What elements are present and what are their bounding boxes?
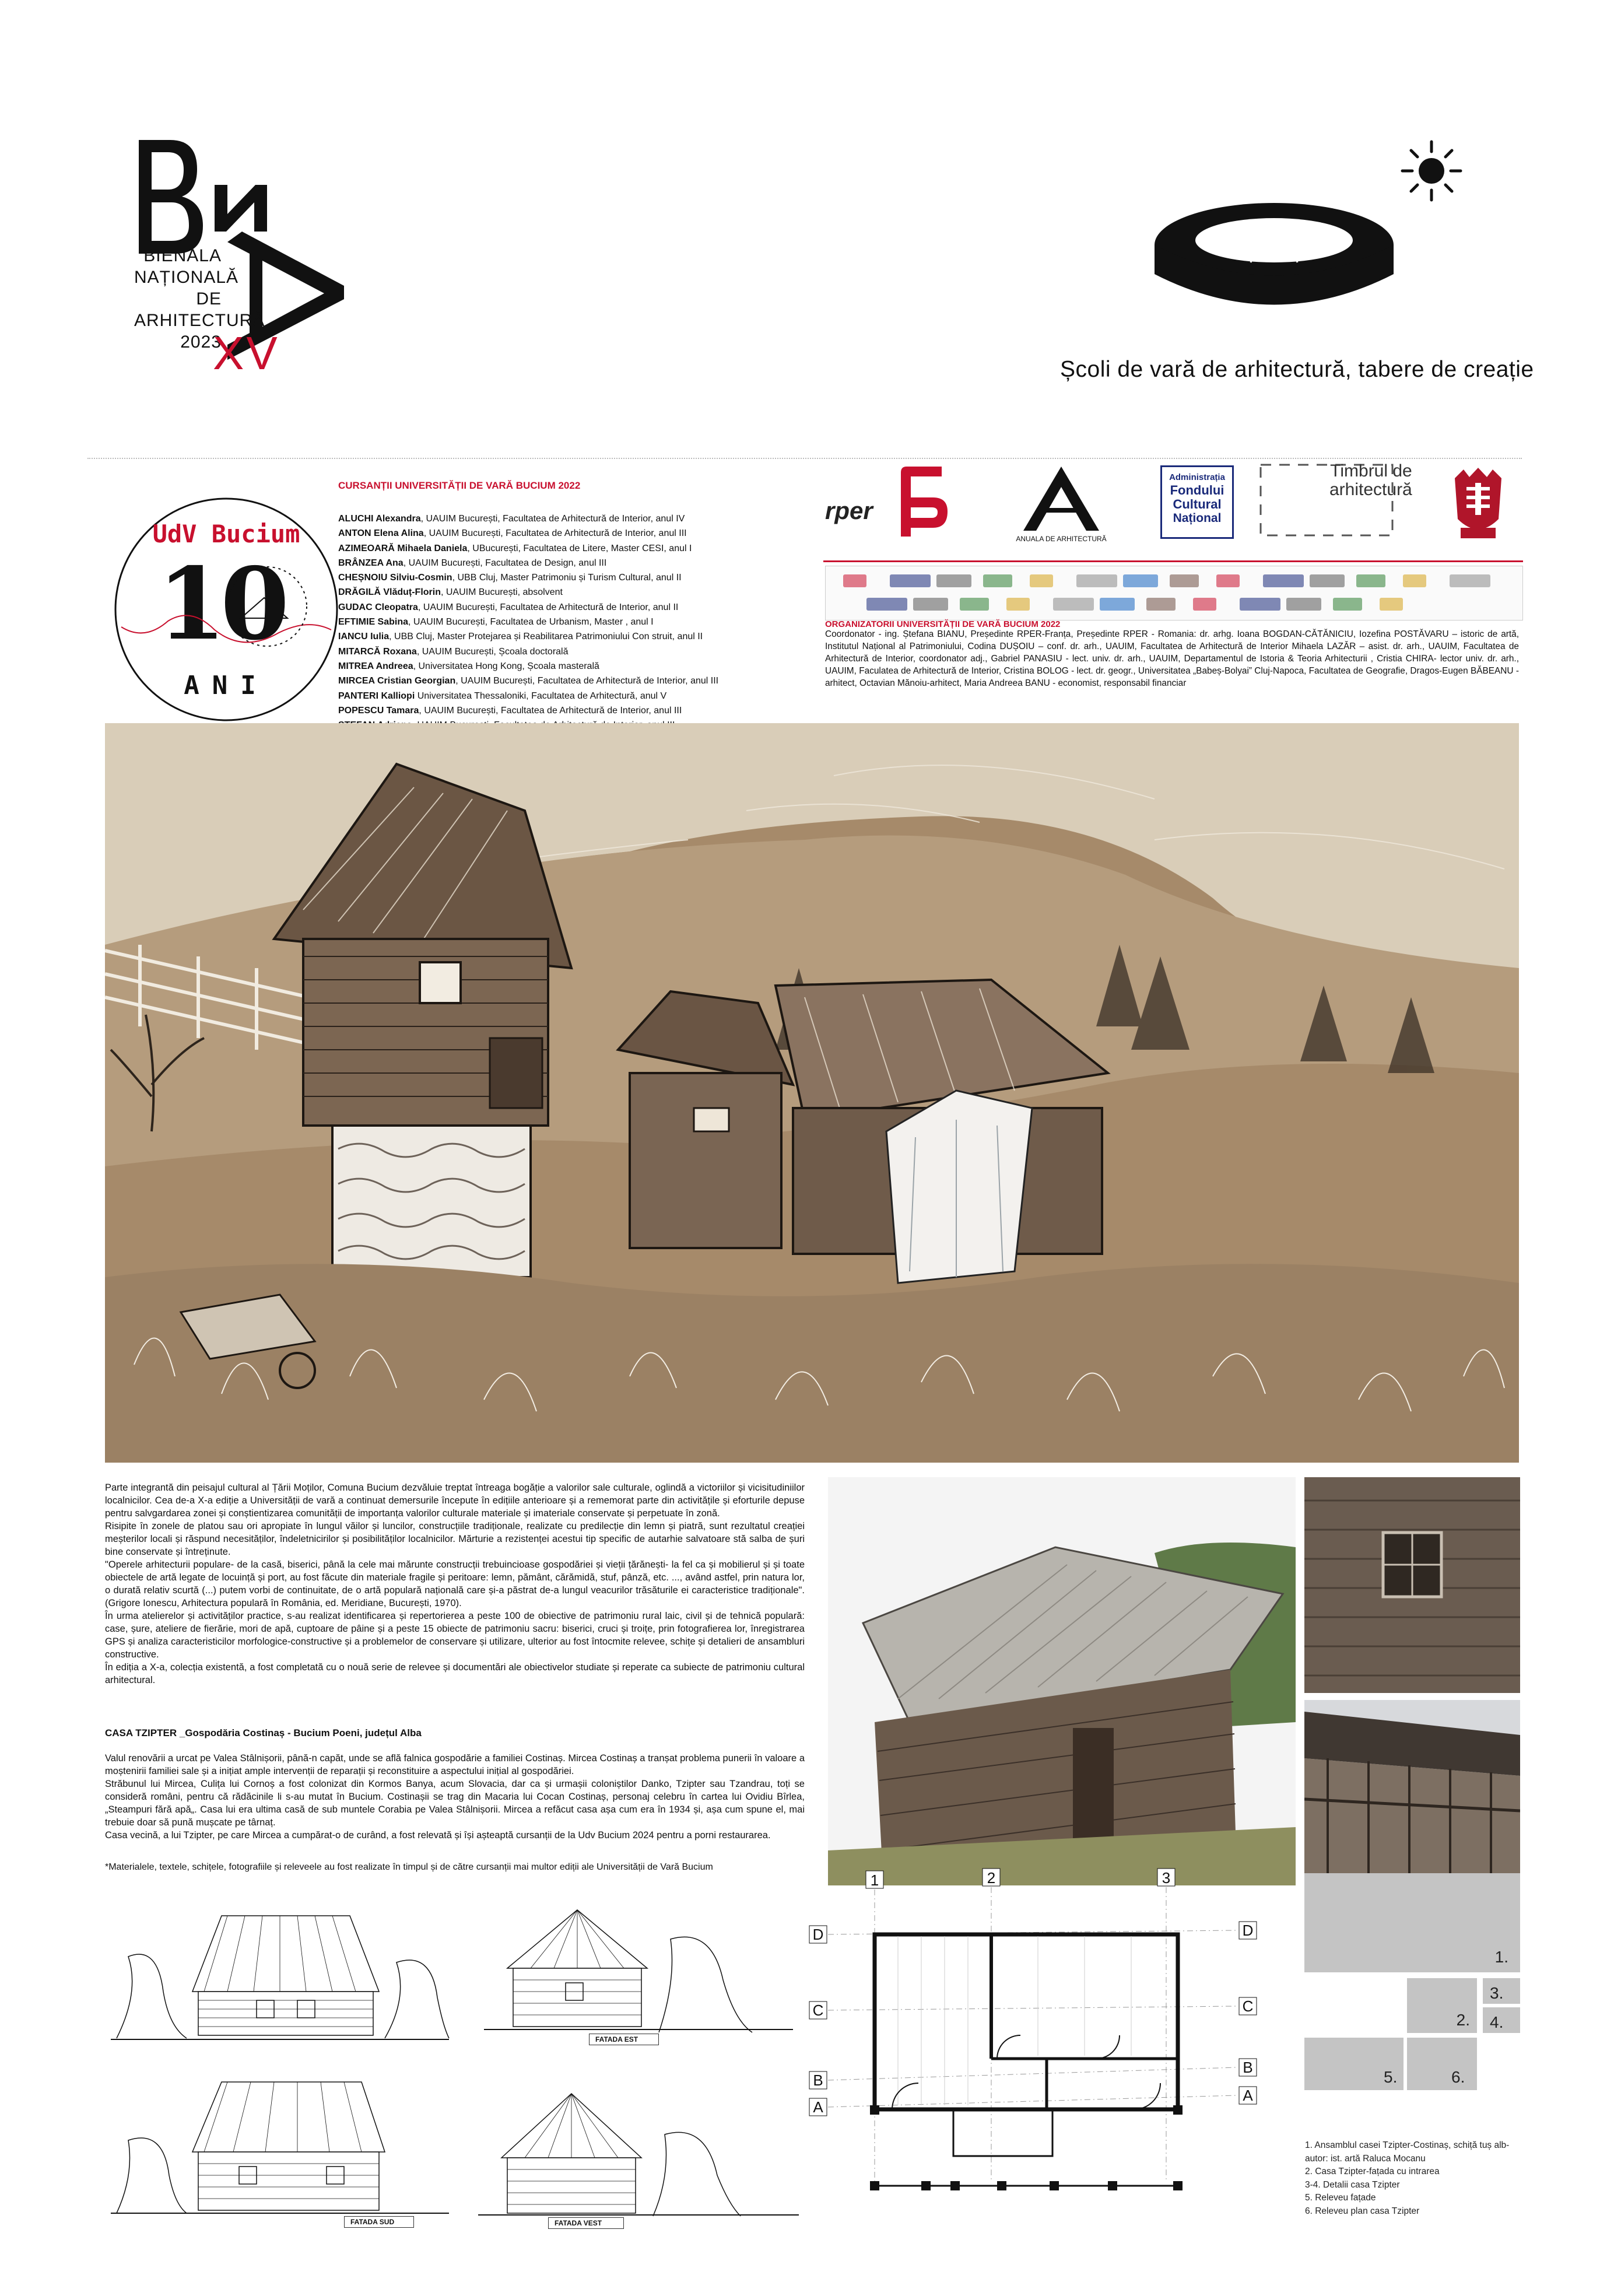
legend-box-3: 3. bbox=[1483, 1978, 1520, 2004]
udv-logo-title: UdV Bucium bbox=[152, 520, 300, 548]
partner-logo bbox=[890, 574, 931, 587]
intro-paragraph: În urma atelierelor și activităților practice, s-au realizat identificarea și repertorierea a peste 100 de obiective de patrimoniu rural laic, civil și de tehnică populară: case, șure, ateliere de fierărie, mori de apă, cuptoare de pâine și a peste 15 obiecte de patrimoniu sacru: biserici, cruci și troițe, prin fotografierea lor, înregistrarea GPS și analiza caracteristicilor morfologice-constructive și a problemelor de conservare și utilizare, ulterior au fost întocmite relevee, schițe și detalieri de ansambluri constructive. bbox=[105, 1611, 805, 1660]
intro-text bbox=[105, 1481, 805, 1687]
sun-icon bbox=[1399, 139, 1464, 203]
bna-caption-line: 2023 bbox=[180, 332, 222, 352]
partner-logo bbox=[983, 574, 1012, 587]
timbru-line: Timbrul de bbox=[1330, 461, 1412, 481]
bna-letter-b bbox=[139, 140, 203, 254]
legend-text bbox=[1305, 2139, 1538, 2218]
legend-item: 5. Releveu fațade bbox=[1305, 2193, 1376, 2203]
plan-axis-d-left: D bbox=[812, 1926, 824, 1943]
floor-plan-drawing bbox=[805, 1866, 1283, 2193]
casa-tzipter-text bbox=[105, 1752, 805, 1842]
partner-logo bbox=[1170, 574, 1199, 587]
partner-logo bbox=[936, 574, 971, 587]
partner-logo bbox=[1006, 598, 1030, 611]
timbru-line: arhitectură bbox=[1329, 480, 1412, 499]
plan-axis-2: 2 bbox=[987, 1869, 996, 1887]
photo-casa-tzipter-facade bbox=[828, 1477, 1296, 1885]
plan-axis-c-right: C bbox=[1242, 1997, 1254, 2015]
plan-axis-1: 1 bbox=[870, 1871, 879, 1889]
anuala-logo bbox=[1012, 464, 1111, 545]
bna-caption-line: ARHITECTURĂ bbox=[134, 311, 265, 330]
plan-axis-3: 3 bbox=[1162, 1869, 1171, 1887]
legend-box-4: 4. bbox=[1483, 2007, 1520, 2033]
student-row bbox=[338, 644, 746, 659]
partner-logo bbox=[1123, 574, 1158, 587]
plan-axis-b-right: B bbox=[1243, 2059, 1253, 2076]
intro-paragraph: Parte integrantă din peisajul cultural al Țării Moților, Comuna Bucium dezvăluie treptat întreaga bogăție a valorilor sale culturale, oglindă a victoriilor și vicisitudiniilor localnicilor. Cea de-a X-a ediție a Universității de vară a continuat demersurile începute în edițiile anterioare și a rememorat parte din activitățile și eforturile depuse pentru salvgardarea zonei și conștientizarea comunității de importanța valorilor culturale materiale și imateriale conservate și perpetuate în zonă. bbox=[105, 1482, 805, 1519]
student-info: , UAUIM București, Facultatea de Arhitectură de Interior, anul IV bbox=[420, 514, 685, 524]
casa-paragraph: Străbunul lui Mircea, Culița lui Cornoș a fost colonizat din Kormos Banya, acum Slovacia, dar ca și urmașii coloniștilor Danko, Tzipter sau Tzandrau, toți se consideră români, pentru că rădăcinile li s-au mutat în Bucium. Costinașii se trag din Macaria lui Cocan Costinaș, personaj celebru în cartea lui Ovidiu Bîrlea, „Steampuri fără apă„. Casa lui era ultima casă de sub muntele Corabia pe Valea Stâlnișorii. Mircea a refăcut casa așa cum era în 1934 și, așa cum spune el, mai trebuie doar să pună mușcate pe târnaț. bbox=[105, 1779, 805, 1828]
student-info: , Universitatea Hong Kong, Școala masterală bbox=[413, 661, 599, 671]
student-row bbox=[338, 615, 746, 629]
cursanti-list bbox=[338, 511, 746, 732]
crest-logo bbox=[1449, 467, 1507, 542]
partner-logo bbox=[866, 598, 907, 611]
student-info: , UAUIM București, absolvent bbox=[440, 587, 563, 598]
student-row bbox=[338, 703, 746, 718]
partner-logo bbox=[1193, 598, 1216, 611]
partner-logo bbox=[1146, 598, 1176, 611]
student-info: , UAUIM București, Facultatea de Arhitectură de Interior, anul III bbox=[455, 676, 719, 686]
elevation-est bbox=[466, 1875, 816, 2050]
student-row bbox=[338, 570, 746, 585]
casa-paragraph: Valul renovării a urcat pe Valea Stâlnișorii, până-n capăt, unde se află falnica gospodărie a familiei Costinaș. Mircea Costinaș a tranșat problema punerii în valoare a moștenirii familiei sale și a inițiat ample intervenții de reparații și reconstituire a aspectului inițial al gospodăriei. bbox=[105, 1753, 805, 1776]
student-info: , UAUIM București, Facultatea de Design, anul III bbox=[403, 558, 607, 568]
partner-logo bbox=[1310, 574, 1345, 587]
header-divider bbox=[87, 458, 1522, 459]
cursanti-title: CURSANȚII UNIVERSITĂȚII DE VARĂ BUCIUM 2022 bbox=[338, 480, 581, 491]
student-name: AZIMEOARĂ Mihaela Daniela bbox=[338, 543, 468, 553]
student-row bbox=[338, 526, 746, 541]
student-row bbox=[338, 556, 746, 570]
legend-box-6: 6. bbox=[1407, 2038, 1477, 2090]
organizatori-text: Coordonator - ing. Ștefana BIANU, Președinte RPER-Franța, Președinte RPER - Romania: dr. arhg. Ioana BOGDAN-CĂTĂNICIU, Iozefina POSTĂVARU – istoric de artă, Institutul Național al Patrimoniului, Codina DUȘOIU – conf. dr. arh., UAUIM, Facultatea de Arhitectură de Interior Mihaela LAZĂR – asist. dr. arh., UAUIM, Facultatea de Arhitectură de Interior, coordonator adj., Gabriel PANASIU - lect. univ. dr. arh., UAUIM, Departamentul de Istoria & Teoria Arhitecturii , Cristia CHIRA- lector univ. dr. arh., UAUIM, Faculatea de Arhitectură de Interior, Cristina BOLOG - lect. dr. geogr., Universitatea „Babeș-Bolyai” Cluj-Napoca, Facultatea de Geografie, Dragos-Eugen BĂBEANU - arhitect, Octavian Mănoiu-arhitect, Maria Andreea BANU - economist, responsabil financiar bbox=[825, 629, 1519, 688]
afcn-line: Cultural bbox=[1173, 497, 1222, 511]
ink-sketch-ansamblu bbox=[105, 723, 1519, 1463]
student-name: MITARCĂ Roxana bbox=[338, 646, 417, 657]
intro-paragraph: Risipite în zonele de platou sau ori apropiate în lungul văilor și luncilor, construcțiile tradiționale, realizate cu predilecție din lemn și piatră, sunt rezultatul creației meșterilor locali și răspund necesităților, îndeletnicirilor și posibilităților localnicilor. Mărturie a rezistenței acestui tip specific de autarhie salvatoare stă salba de șuri bine conservate și întreținute. bbox=[105, 1521, 805, 1557]
student-info: , UBB Cluj, Master Patrimoniu și Turism Cultural, anul II bbox=[452, 573, 682, 583]
partner-logo bbox=[1100, 598, 1135, 611]
afcn-line: Național bbox=[1173, 511, 1222, 525]
partner-logo bbox=[1333, 598, 1362, 611]
bna-caption-line: BIENALA bbox=[143, 246, 222, 265]
student-name: PANTERI Kalliopi bbox=[338, 690, 415, 701]
partner-logo bbox=[913, 598, 948, 611]
plan-axis-a-left: A bbox=[813, 2098, 823, 2116]
plan-axis-d-right: D bbox=[1242, 1922, 1254, 1939]
intro-paragraph: "Operele arhitecturii populare- de la casă, biserici, până la cele mai mărunte construcții trebuincioase gospodăriei și vieții țărănești- la fel ca și mobilierul și și toate obiectele de artă legate de locuință și port, au fost făcute din materiale fragile și peritoare: lemn, pământ, cărămidă, stuf, pânză, etc. ..., având astfel, prin natura lor, o durată relativ scurtă (...) putem vorbi de continuitate, de o artă populară națională care și-a păstrat de-a lungul veacurilor trăsăturile ei caracteristice tradiționale". (Grigore Ionescu, Arhitectura populară în România, ed. Meridiane, București, 1970). bbox=[105, 1559, 805, 1608]
anuala-caption: ANUALA DE ARHITECTURĂ bbox=[1016, 535, 1107, 543]
partner-logo bbox=[1030, 574, 1053, 587]
student-info: , UAUIM București, Școala doctorală bbox=[416, 646, 569, 657]
partner-logo bbox=[1450, 574, 1490, 587]
legend-box-2: 2. bbox=[1407, 1978, 1477, 2033]
fatada-sud-label: FATADA SUD bbox=[344, 2216, 414, 2228]
student-row bbox=[338, 585, 746, 600]
partner-logo bbox=[1216, 574, 1240, 587]
arena-icon bbox=[1152, 198, 1397, 332]
student-info: , UBB Cluj, Master Protejarea și Reabilitarea Patrimoniului Con struit, anul II bbox=[389, 632, 703, 642]
partner-logo bbox=[1240, 598, 1280, 611]
partners-logo-strip bbox=[825, 566, 1523, 621]
legend-box-1: 1. bbox=[1304, 1873, 1520, 1972]
intro-paragraph: În ediția a X-a, colecția existentă, a fost completată cu o nouă serie de relevee și documentări ale obiectivelor studiate și reperate ca subiecte de patrimoniu cultural arhitectural. bbox=[105, 1662, 805, 1685]
fatada-vest-label: FATADA VEST bbox=[548, 2217, 624, 2229]
student-info: , UBucurești, Facultatea de Litere, Master CESI, anul I bbox=[467, 543, 692, 553]
student-name: MIRCEA Cristian Georgian bbox=[338, 676, 456, 686]
plan-axis-c-left: C bbox=[812, 2001, 824, 2019]
legend-box-5: 5. bbox=[1304, 2038, 1404, 2090]
rper-logo bbox=[822, 464, 950, 539]
casa-paragraph: Casa vecină, a lui Tzipter, pe care Mircea a cumpărat-o de curând, a fost relevată și își așteaptă cursanții de la Udv Bucium 2024 pentru a porni restaurarea. bbox=[105, 1830, 771, 1841]
udv-logo-years-label: ANI bbox=[184, 671, 269, 700]
casa-tzipter-title: CASA TZIPTER _Gospodăria Costinaș - Bucium Poeni, județul Alba bbox=[105, 1727, 422, 1738]
partner-logo bbox=[1403, 574, 1426, 587]
legend-item: 6. Releveu plan casa Tzipter bbox=[1305, 2206, 1420, 2216]
elevation-sud bbox=[105, 2059, 455, 2234]
partner-logo bbox=[1356, 574, 1385, 587]
student-row bbox=[338, 674, 746, 688]
partner-logo bbox=[843, 574, 866, 587]
student-name: EFTIMIE Sabina bbox=[338, 617, 409, 628]
student-name: POPESCU Tamara bbox=[338, 705, 419, 716]
student-row bbox=[338, 541, 746, 556]
student-name: CHEȘNOIU Silviu-Cosmin bbox=[338, 573, 452, 583]
elevation-vest bbox=[466, 2059, 816, 2234]
student-info: , UAUIM București, Facultatea de Arhitectură de Interior, anul II bbox=[417, 602, 679, 612]
legend-item: 3-4. Detalii casa Tzipter bbox=[1305, 2179, 1400, 2190]
photo-detail-porch bbox=[1304, 1700, 1520, 1885]
partner-logo bbox=[960, 598, 989, 611]
student-row bbox=[338, 659, 746, 674]
afcn-logo bbox=[1160, 465, 1234, 539]
student-name: MITREA Andreea bbox=[338, 661, 413, 671]
afcn-line: Administrația bbox=[1169, 472, 1225, 482]
sponsor-divider bbox=[823, 560, 1523, 562]
partner-logo bbox=[1286, 598, 1321, 611]
bna-letter-n bbox=[215, 185, 267, 232]
student-row bbox=[338, 511, 746, 526]
partner-logo bbox=[1053, 598, 1094, 611]
udv-bucium-logo bbox=[110, 490, 343, 729]
bna-caption-line: NAȚIONALĂ bbox=[134, 268, 239, 287]
bna-edition: XV bbox=[213, 327, 280, 379]
student-info: , UAUIM București, Facultatea de Arhitectură de Interior, anul III bbox=[423, 528, 687, 539]
materials-note bbox=[105, 1862, 713, 1873]
materials-note-text: *Materialele, textele, schițele, fotografiile și releveele au fost realizate în timpul și de către cursanții mai multor ediții ale Universității de Vară Bucium bbox=[105, 1862, 713, 1872]
student-row bbox=[338, 689, 746, 703]
student-row bbox=[338, 629, 746, 644]
legend-item: 2. Casa Tzipter-fațada cu intrarea bbox=[1305, 2167, 1440, 2176]
student-name: GUDAC Cleopatra bbox=[338, 602, 418, 612]
organizatori-title: ORGANIZATORII UNIVERSITĂȚII DE VARĂ BUCIUM 2022 bbox=[825, 619, 1061, 629]
student-name: IANCU Iulia bbox=[338, 632, 390, 642]
student-info: , UAUIM București, Facultatea de Arhitectură de Interior, anul III bbox=[419, 705, 682, 716]
student-name: ANTON Elena Alina bbox=[338, 528, 424, 539]
partner-logo bbox=[1380, 598, 1403, 611]
student-name: DRĂGILĂ Vlăduț-Florin bbox=[338, 587, 441, 598]
plan-axis-b-left: B bbox=[813, 2071, 823, 2089]
partner-logo bbox=[1263, 574, 1304, 587]
photo-detail-window bbox=[1304, 1477, 1520, 1693]
afcn-line: Fondului bbox=[1170, 483, 1224, 497]
timbru-label bbox=[1329, 462, 1412, 499]
partner-logo bbox=[1076, 574, 1117, 587]
bna-caption-line: DE bbox=[196, 289, 222, 309]
legend-item: 1. Ansamblul casei Tzipter-Costinaș, schiță tuș alb- bbox=[1305, 2140, 1510, 2150]
fatada-est-label: FATADA EST bbox=[589, 2034, 659, 2045]
legend-item: autor: ist. artă Raluca Mocanu bbox=[1305, 2153, 1426, 2164]
student-row bbox=[338, 600, 746, 615]
elevation-drawing-1 bbox=[105, 1875, 455, 2050]
rper-logo-text: rper bbox=[825, 497, 873, 524]
student-name: ALUCHI Alexandra bbox=[338, 514, 421, 524]
student-info: , UAUIM București, Facultatea de Urbanism, Master , anul I bbox=[408, 617, 654, 628]
section-title: Școli de vară de arhitectură, tabere de creație bbox=[1060, 357, 1534, 382]
student-name: BRÂNZEA Ana bbox=[338, 558, 403, 568]
udv-logo-years: 10 bbox=[157, 546, 284, 662]
student-info: Universitatea Thessaloniki, Facultatea de Arhitectură, anul V bbox=[415, 690, 667, 701]
bna-caption bbox=[134, 245, 265, 353]
plan-axis-a-right: A bbox=[1243, 2087, 1253, 2104]
